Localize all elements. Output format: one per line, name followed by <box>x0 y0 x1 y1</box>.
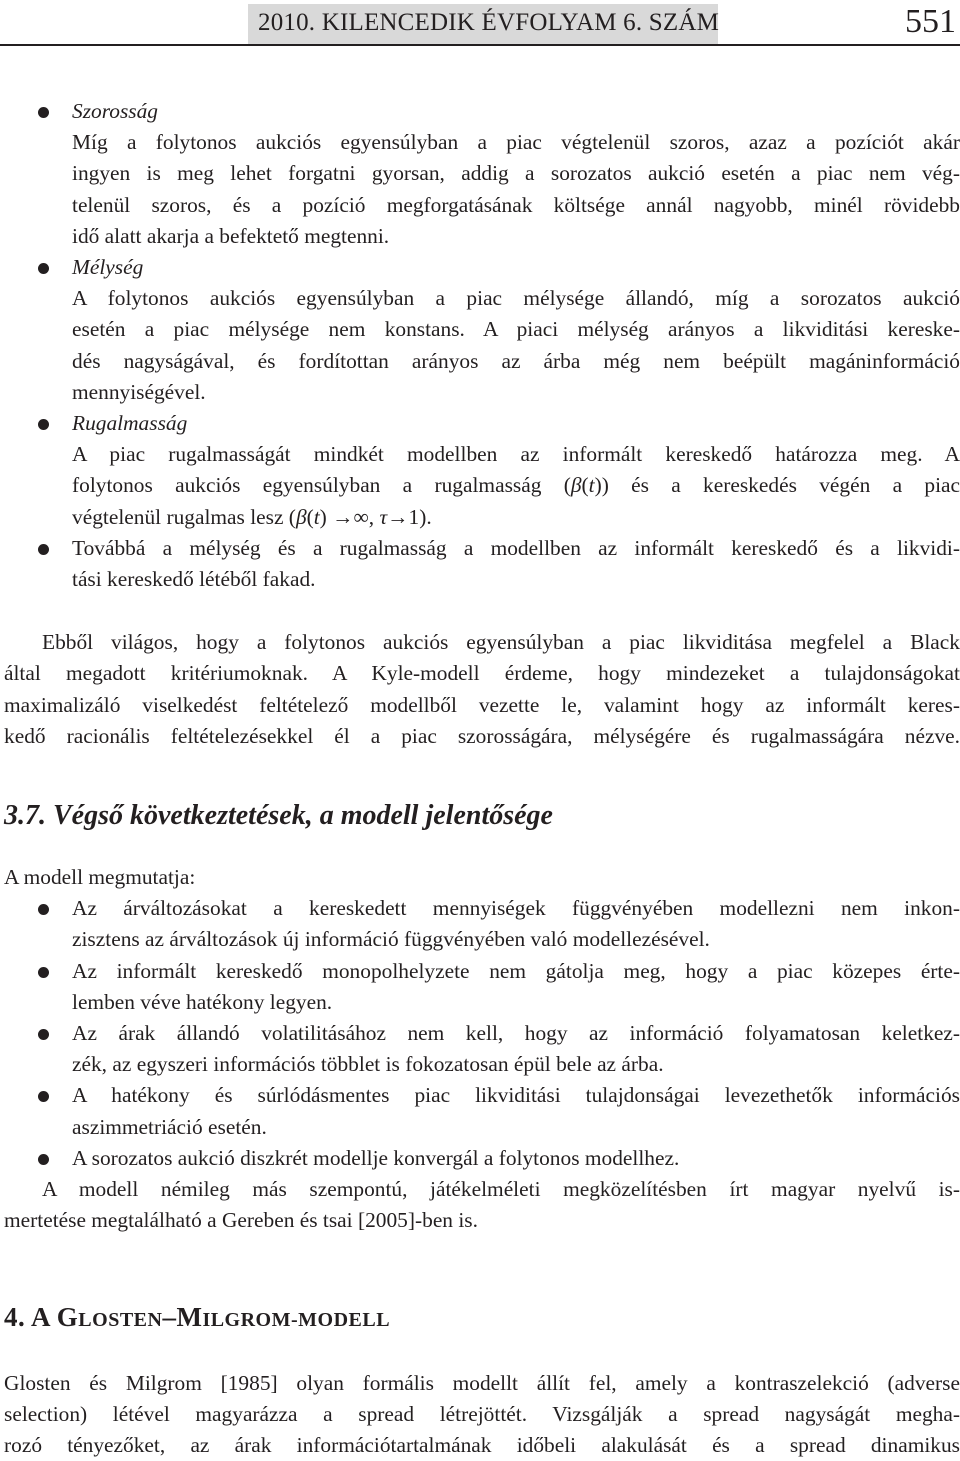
text-line: Glosten és Milgrom [1985] olyan formális modellt állít fel, amely a kontraszelekció (adverse <box>4 1370 960 1395</box>
text-line: tási kereskedő létéből fakad. <box>72 567 316 592</box>
bullet-title: Mélység <box>72 255 144 280</box>
bullet-dot-icon <box>38 1154 49 1165</box>
bullet-melyseg <box>0 252 960 408</box>
bullet-rugalmassag <box>0 408 960 533</box>
closing-paragraph <box>0 1174 960 1236</box>
list-item <box>0 1080 960 1142</box>
arrow-icon: → <box>387 504 409 529</box>
text-line: Ebből világos, hogy a folytonos aukciós egyensúlyban a piac likviditása megfelel a Black <box>42 630 960 655</box>
text-line: A hatékony és súrlódásmentes piac likviditási tulajdonságai levezethetők információs <box>72 1083 960 1108</box>
heading-letter: M <box>176 1301 203 1332</box>
heading-letter: G <box>56 1301 79 1332</box>
beta-symbol: β <box>295 504 307 529</box>
text-line: selection) létével magyarázza a spread létrejöttét. Vizsgálják a spread nagyságát megha- <box>4 1401 960 1426</box>
text-line: A modell némileg más szempontú, játékelméleti megközelítésben írt magyar nyelvű is- <box>42 1177 960 1202</box>
text-line: Míg a folytonos aukciós egyensúlyban a piac végtelenül szoros, azaz a pozíciót akár <box>72 130 960 155</box>
paragraph-black <box>0 627 960 752</box>
text-line: zisztens az árváltozások új információ függvényében való modellezésével. <box>72 927 710 952</box>
beta-symbol: β <box>570 473 582 498</box>
bullet-dot-icon <box>38 544 49 555</box>
text-line: idő alatt akarja a befektető megtenni. <box>72 223 390 248</box>
text-run: ( <box>581 473 589 498</box>
text-line: telenül szoros, és a pozíció megforgatásának költsége annál nagyobb, minél rövidebb <box>72 192 960 217</box>
text-line: Az árváltozásokat a kereskedett mennyiségek függvényében modellezni nem inkon- <box>72 896 960 921</box>
heading-smallcaps: ILGROM-MODELL <box>202 1308 391 1331</box>
text-line: Továbbá a mélység és a rugalmasság a modellben az informált kereskedő és a likvidi- <box>72 535 960 560</box>
text-run: 1). <box>408 504 432 529</box>
text-line <box>72 470 960 501</box>
text-line: Az árak állandó volatilitásához nem kell, hogy az információ folyamatosan keletkez- <box>72 1021 960 1046</box>
text-line: rozó tényezőket, az árak információtartalmának időbeli alakulását és a spread dinamikus <box>4 1432 960 1457</box>
text-line: maximalizáló viselkedést feltételező modellből vezette le, valamint hogy az informált keres- <box>4 692 960 717</box>
list-item <box>0 956 960 1018</box>
text-run: )) és a kereskedés végén a piac <box>594 473 960 498</box>
text-line: A folytonos aukciós egyensúlyban a piac mélysége állandó, míg a sorozatos aukció <box>72 286 960 311</box>
bullet-dot-icon <box>38 263 49 274</box>
text-line: ingyen is meg lehet forgatni gyorsan, addig a sorozatos aukció esetén a piac nem vég- <box>72 161 960 186</box>
text-line: A piac rugalmasságát mindkét modellben az informált kereskedő határozza meg. A <box>72 442 960 467</box>
text-line: zék, az egyszeri információs többlet is fokozatosan épül bele az árba. <box>72 1052 664 1077</box>
bullet-dot-icon <box>38 904 49 915</box>
text-line: dés nagyságával, és fordítottan arányos az árba még nem beépült magáninformáció <box>72 348 960 373</box>
infinity-symbol: ∞ <box>353 504 369 529</box>
bullet-szorossag <box>0 96 960 252</box>
text-run: folytonos aukciós egyensúlyban a rugalmasság ( <box>72 473 571 498</box>
list-item <box>0 1143 960 1174</box>
heading-number: 4. A <box>4 1301 57 1332</box>
text-line: Az informált kereskedő monopolhelyzete nem gátolja meg, hogy a piac közepes érte- <box>72 958 960 983</box>
text-line <box>72 502 960 533</box>
list-item <box>0 1018 960 1080</box>
page-body <box>0 96 960 1461</box>
text-run: ) <box>319 504 333 529</box>
text-line: mennyiségével. <box>72 379 206 404</box>
section-heading-4 <box>0 1297 960 1340</box>
section-heading-3-7: 3.7. Végső következtetések, a modell jelentősége <box>4 800 553 832</box>
text-line: mertetése megtalálható a Gereben és tsai [2005]-ben is. <box>4 1208 478 1233</box>
bullet-title: Rugalmasság <box>72 411 188 436</box>
heading-dash: – <box>162 1301 177 1332</box>
arrow-icon: → <box>332 504 354 529</box>
text-run: ( <box>306 504 314 529</box>
bullet-tovabba <box>0 533 960 595</box>
bullet-dot-icon <box>38 967 49 978</box>
text-run: végtelenül rugalmas lesz ( <box>72 504 296 529</box>
page-number: 551 <box>905 3 956 40</box>
text-line: aszimmetriáció esetén. <box>72 1114 267 1139</box>
text-line: által megadott kritériumoknak. A Kyle-modell érdeme, hogy mindezeket a tulajdonságokat <box>4 661 960 686</box>
paragraph-glosten <box>0 1368 960 1461</box>
bullet-dot-icon <box>38 1029 49 1040</box>
section-intro: A modell megmutatja: <box>4 865 196 890</box>
bullet-dot-icon <box>38 1091 49 1102</box>
text-line: lemben véve hatékony legyen. <box>72 989 333 1014</box>
variable-t: t <box>313 504 320 529</box>
variable-t: t <box>588 473 595 498</box>
header-divider <box>0 44 960 46</box>
text-line: esetén a piac mélysége nem konstans. A piaci mélység arányos a likviditási kereske- <box>72 317 960 342</box>
text-line: kedő racionális feltételezésekkel él a piac szorosságára, mélységére és rugalmasságára nézve. <box>4 723 960 748</box>
list-item <box>0 893 960 955</box>
heading-smallcaps: LOSTEN <box>78 1308 163 1331</box>
text-run: , <box>368 504 380 529</box>
running-header: 2010. KILENCEDIK ÉVFOLYAM 6. SZÁM <box>258 9 720 36</box>
text-line: A sorozatos aukció diszkrét modellje konvergál a folytonos modellhez. <box>72 1145 680 1170</box>
tau-symbol: τ <box>379 504 388 529</box>
bullet-dot-icon <box>38 419 49 430</box>
bullet-dot-icon <box>38 107 49 118</box>
bullet-title: Szorosság <box>72 99 158 123</box>
